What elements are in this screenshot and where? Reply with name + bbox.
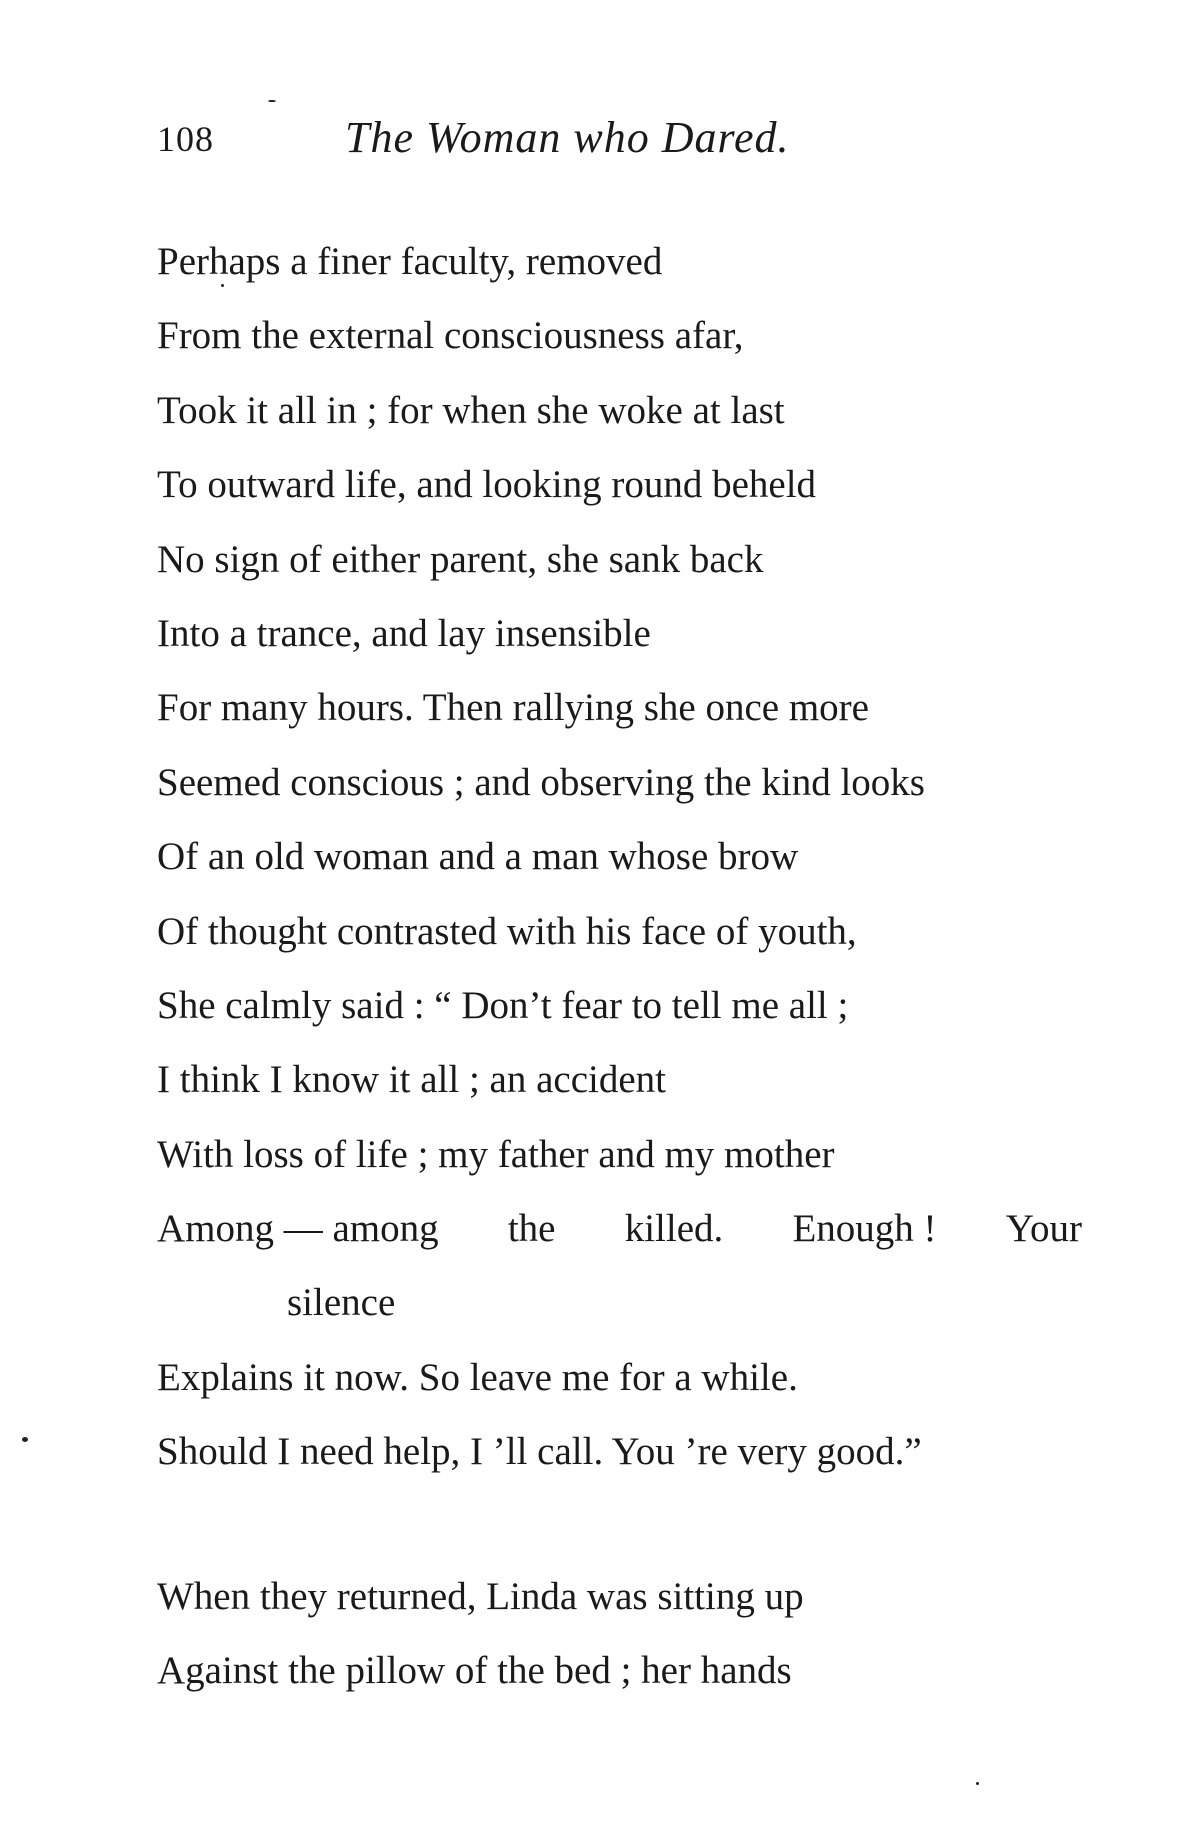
verse-line: Of an old woman and a man whose brow <box>157 835 799 879</box>
verse-line: To outward life, and looking round beheld <box>157 463 817 507</box>
verse-line: Of thought contrasted with his face of youth, <box>157 909 857 953</box>
verse-line: I think I know it all ; an accident <box>157 1058 667 1102</box>
verse-line-justified <box>157 1192 1082 1266</box>
verse-line: With loss of life ; my father and my mother <box>157 1132 835 1176</box>
verse-line: When they returned, Linda was sitting up <box>157 1574 804 1618</box>
verse-line: For many hours. Then rallying she once more <box>157 686 869 730</box>
verse-line: Explains it now. So leave me for a while. <box>157 1355 798 1399</box>
print-speck <box>268 100 276 102</box>
verse-word: Among — among <box>157 1207 439 1251</box>
page-header <box>157 112 1017 172</box>
running-title: The Woman who Dared. <box>345 113 790 162</box>
print-speck <box>22 1437 28 1442</box>
stanza-break <box>157 1490 1097 1560</box>
verse-line: From the external consciousness afar, <box>157 314 744 358</box>
verse-line: Against the pillow of the bed ; her hands <box>157 1649 792 1693</box>
verse-word: killed. <box>624 1207 724 1251</box>
verse-word: Your <box>1005 1207 1082 1251</box>
verse-line: She calmly said : “ Don’t fear to tell me all ; <box>157 983 849 1027</box>
print-speck <box>221 284 224 287</box>
verse-line: Perhaps a finer faculty, removed <box>157 240 663 283</box>
poem-body <box>157 225 1097 1708</box>
verse-line: No sign of either parent, she sank back <box>157 537 764 581</box>
page-number: 108 <box>157 119 214 159</box>
print-speck <box>976 1782 979 1785</box>
verse-line-continuation: silence <box>287 1281 396 1325</box>
verse-line: Should I need help, I ’ll call. You ’re very good.” <box>157 1430 922 1474</box>
verse-word: the <box>507 1207 556 1251</box>
verse-line: Seemed conscious ; and observing the kind looks <box>157 760 925 804</box>
verse-word: Enough ! <box>792 1207 937 1251</box>
verse-line: Took it all in ; for when she woke at last <box>157 388 785 432</box>
verse-line: Into a trance, and lay insensible <box>157 611 651 655</box>
